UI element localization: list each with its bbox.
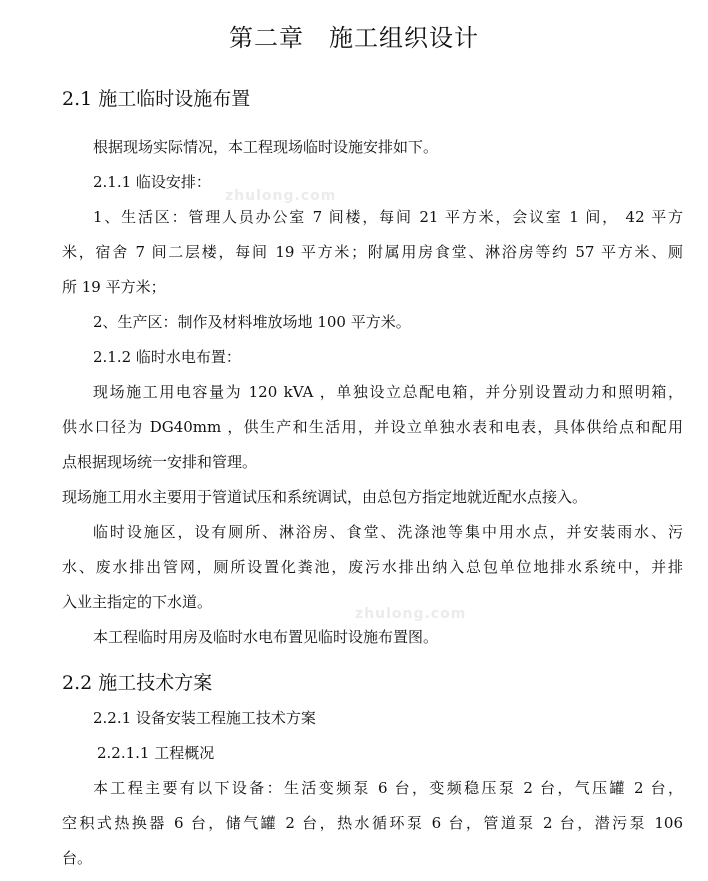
paragraph-drainage-line-3: 入业主指定的下水道。 [62, 593, 213, 611]
watermark-text: zhulong.com [355, 606, 467, 622]
paragraph-layout-reference: 本工程临时用房及临时水电布置见临时设施布置图。 [93, 628, 439, 646]
paragraph-drainage-line-1: 临时设施区，设有厕所、淋浴房、食堂、洗涤池等集中用水点，并安装雨水、污 [93, 523, 683, 541]
subsection-heading-2-1-2: 2.1.2 临时水电布置： [93, 348, 241, 366]
subsection-heading-2-1-1: 2.1.1 临设安排： [93, 173, 211, 191]
section-heading-2-1: 2.1 施工临时设施布置 [62, 88, 251, 110]
subsection-heading-2-2-1-1: 2.2.1.1 工程概况 [97, 744, 215, 762]
paragraph-power-line-2: 供水口径为 DG40mm ，供生产和生活用，并设立单独水表和电表，具体供给点和配用 [62, 418, 683, 436]
paragraph-production-area: 2、生产区：制作及材料堆放场地 100 平方米。 [93, 313, 411, 331]
paragraph-equipment-line-3: 台。 [62, 849, 93, 867]
section-heading-2-2: 2.2 施工技术方案 [62, 672, 213, 694]
paragraph-living-area-line-1: 1、生活区：管理人员办公室 7 间楼，每间 21 平方米，会议室 1 间， 42 平方 [93, 208, 683, 226]
paragraph-power-line-3: 点根据现场统一安排和管理。 [62, 453, 258, 471]
chapter-title: 第二章 施工组织设计 [229, 24, 479, 52]
paragraph-living-area-line-2: 米，宿舍 7 间二层楼，每间 19 平方米；附属用房食堂、淋浴房等约 57 平方米、厕 [62, 243, 683, 261]
paragraph-power-line-1: 现场施工用电容量为 120 kVA ，单独设立总配电箱，并分别设置动力和照明箱， [93, 383, 683, 401]
paragraph-intro: 根据现场实际情况，本工程现场临时设施安排如下。 [93, 138, 439, 156]
paragraph-water-use: 现场施工用水主要用于管道试压和系统调试，由总包方指定地就近配水点接入。 [62, 488, 588, 506]
watermark-text: zhulong.com [225, 188, 337, 204]
paragraph-living-area-line-3: 所 19 平方米； [62, 278, 166, 296]
subsection-heading-2-2-1: 2.2.1 设备安装工程施工技术方案 [93, 709, 316, 727]
paragraph-equipment-line-1: 本工程主要有以下设备：生活变频泵 6 台，变频稳压泵 2 台，气压罐 2 台， [93, 779, 683, 797]
paragraph-equipment-line-2: 空积式热换器 6 台，储气罐 2 台，热水循环泵 6 台，管道泵 2 台，潜污泵 106 [62, 814, 683, 832]
paragraph-drainage-line-2: 水、废水排出管网，厕所设置化粪池，废污水排出纳入总包单位地排水系统中，并排 [62, 558, 683, 576]
